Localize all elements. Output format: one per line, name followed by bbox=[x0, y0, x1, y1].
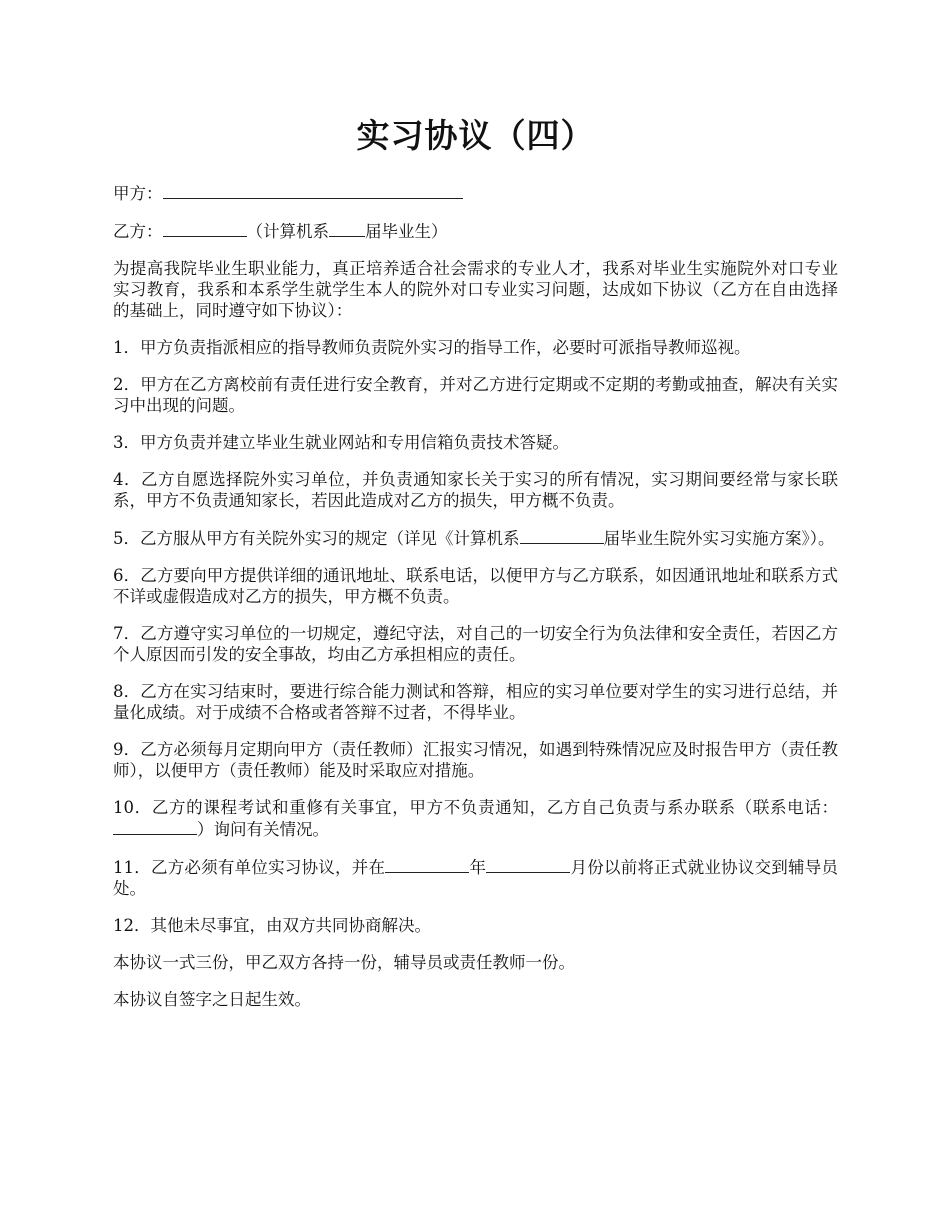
clause-10-phone-blank bbox=[113, 818, 197, 835]
clause-11-pre: 11．乙方必须有单位实习协议，并在 bbox=[113, 858, 386, 877]
clause-6: 6．乙方要向甲方提供详细的通讯地址、联系电话，以便甲方与乙方联系，如因通讯地址和联系方式不详或虚假造成对乙方的损失，甲方概不负责。 bbox=[113, 566, 838, 606]
clause-5-pre: 5．乙方服从甲方有关院外实习的规定（详见《计算机系 bbox=[113, 529, 520, 548]
clause-10-post: ）询问有关情况。 bbox=[197, 820, 329, 839]
closing-effective: 本协议自签字之日起生效。 bbox=[113, 990, 311, 1009]
clause-11-mid: 年 bbox=[469, 858, 487, 877]
party-b-dept-open: （计算机系 bbox=[246, 222, 329, 241]
clause-1: 1．甲方负责指派相应的指导教师负责院外实习的指导工作，必要时可派指导教师巡视。 bbox=[113, 338, 751, 357]
party-b-line bbox=[113, 220, 838, 242]
closing-copies: 本协议一式三份，甲乙双方各持一份，辅导员或责任教师一份。 bbox=[113, 953, 575, 972]
intro-paragraph: 为提高我院毕业生职业能力，真正培养适合社会需求的专业人才，我系对毕业生实施院外对口专业实习教育，我系和本系学生就学生本人的院外对口专业实习问题，达成如下协议（乙方在自由选择的基础上，同时遵守如下协议）： bbox=[113, 259, 838, 320]
clause-4: 4．乙方自愿选择院外实习单位，并负责通知家长关于实习的所有情况，实习期间要经常与家长联系，甲方不负责通知家长，若因此造成对乙方的损失，甲方概不负责。 bbox=[113, 470, 838, 510]
clause-8: 8．乙方在实习结束时，要进行综合能力测试和答辩，相应的实习单位要对学生的实习进行总结，并量化成绩。对于成绩不合格或者答辩不过者，不得毕业。 bbox=[113, 682, 838, 722]
clause-12: 12．其他未尽事宜，由双方共同协商解决。 bbox=[113, 916, 431, 935]
party-b-dept-close: 届毕业生） bbox=[365, 222, 448, 241]
clause-11-month-blank bbox=[486, 856, 570, 873]
clause-9: 9．乙方必须每月定期向甲方（责任教师）汇报实习情况，如遇到特殊情况应及时报告甲方（责任教师），以便甲方（责任教师）能及时采取应对措施。 bbox=[113, 740, 838, 780]
clause-10 bbox=[113, 797, 838, 840]
clause-5-post: 届毕业生院外实习实施方案》）。 bbox=[603, 529, 835, 548]
clause-10-pre: 10．乙方的课程考试和重修有关事宜，甲方不负责通知，乙方自己负责与系办联系（联系电话： bbox=[113, 798, 838, 817]
clause-11-post: 月份以前将正式就业协议交到辅导员处。 bbox=[113, 858, 839, 898]
clause-11 bbox=[113, 856, 838, 899]
party-a-line bbox=[113, 182, 838, 204]
document-title: 实习协议（四） bbox=[356, 116, 595, 155]
clause-3: 3．甲方负责并建立毕业生就业网站和专用信箱负责技术答疑。 bbox=[113, 433, 569, 452]
clause-2: 2．甲方在乙方离校前有责任进行安全教育，并对乙方进行定期或不定期的考勤或抽查，解决有关实习中出现的问题。 bbox=[113, 375, 838, 415]
clause-7: 7．乙方遵守实习单位的一切规定，遵纪守法，对自己的一切安全行为负法律和安全责任，若因乙方个人原因而引发的安全事故，均由乙方承担相应的责任。 bbox=[113, 624, 838, 664]
party-b-year-blank bbox=[329, 220, 365, 237]
party-b-name-blank bbox=[163, 220, 247, 237]
party-a-blank bbox=[163, 182, 463, 199]
clause-5 bbox=[113, 527, 838, 549]
party-b-label: 乙方： bbox=[113, 222, 163, 241]
clause-11-year-blank bbox=[385, 856, 469, 873]
party-a-label: 甲方： bbox=[113, 184, 163, 203]
clause-5-year-blank bbox=[520, 527, 604, 544]
